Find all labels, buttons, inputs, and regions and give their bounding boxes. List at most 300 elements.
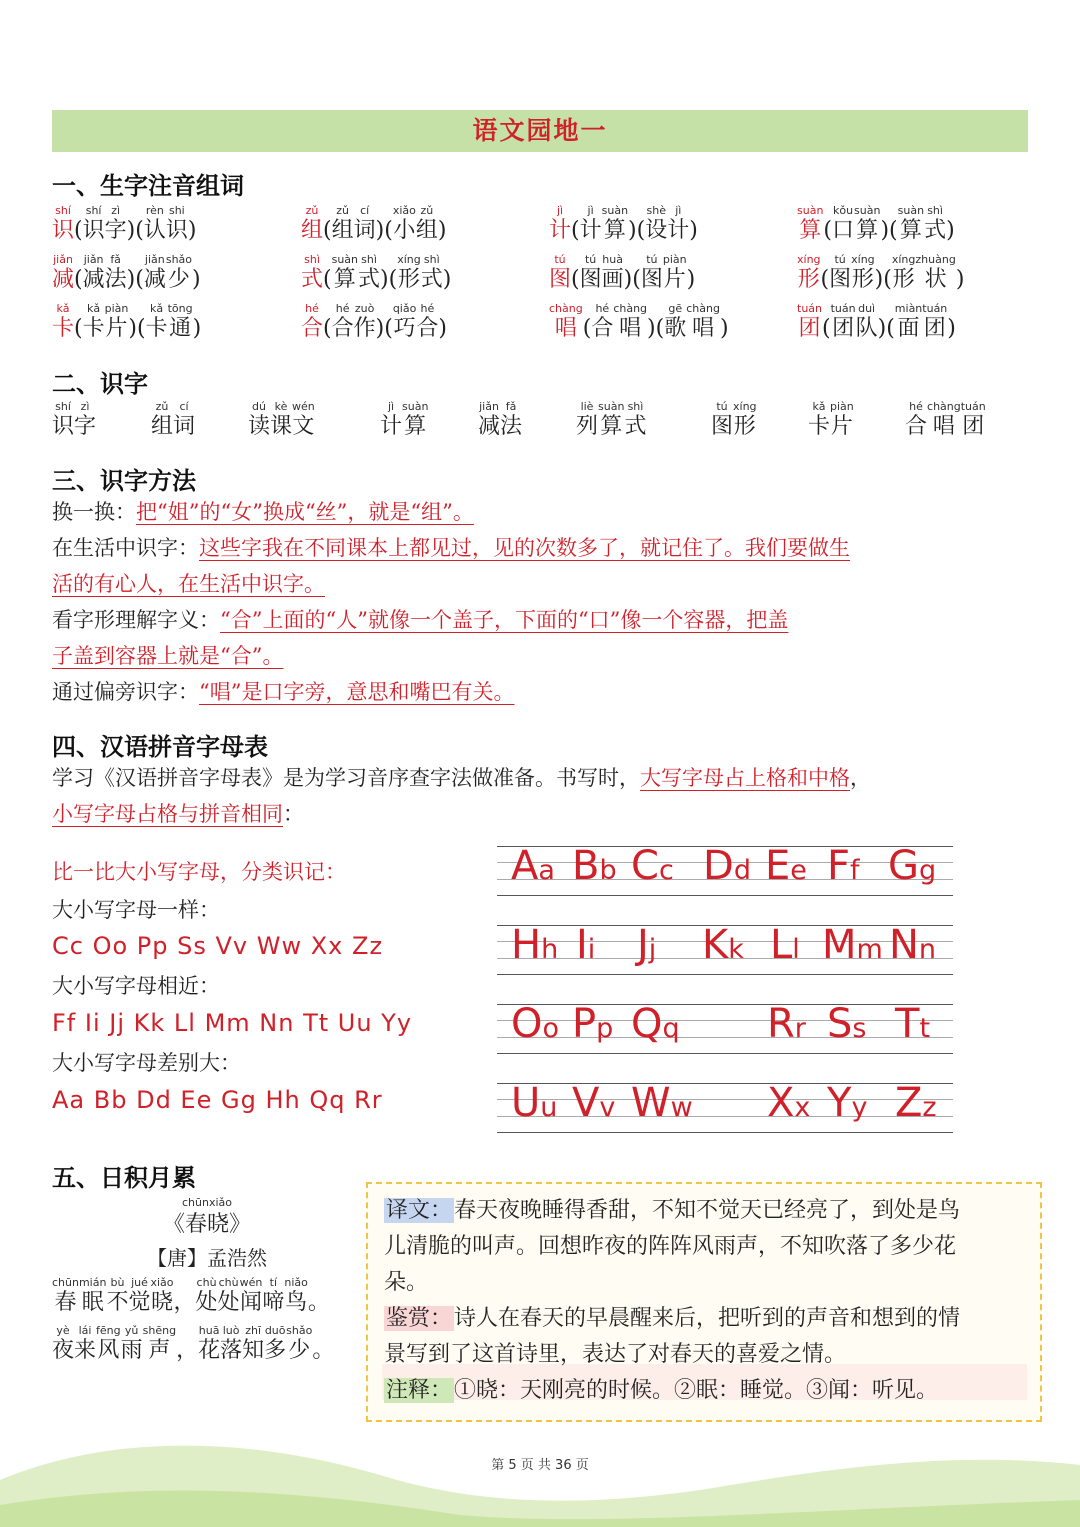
hanzi: 算 <box>799 218 822 243</box>
paren: ( <box>384 316 393 341</box>
pinyin: cí <box>360 204 370 217</box>
word-char <box>580 253 602 294</box>
hanzi: 词 <box>353 218 376 243</box>
hanzi: 片 <box>663 267 686 292</box>
hanzi: 卡 <box>145 316 168 341</box>
word-char <box>500 400 522 441</box>
translation-line: 儿清脆的叫声。回想昨夜的阵阵风雨声，不知吹落了多少花 <box>384 1234 957 1259</box>
intro-highlight: 大写字母占上格和中格 <box>640 766 850 790</box>
hanzi: 式 <box>924 218 947 243</box>
pinyin: shì <box>927 204 943 217</box>
word-char <box>667 204 689 245</box>
letter-pair <box>770 922 800 968</box>
uppercase-letter: P <box>572 1001 597 1047</box>
pinyin: tí <box>269 1276 278 1289</box>
uppercase-letter: D <box>703 843 734 889</box>
letter-pair <box>765 843 807 889</box>
letter-pair <box>572 1080 616 1126</box>
method-swap <box>52 497 474 527</box>
letter-pair <box>889 922 937 968</box>
pinyin: fēng <box>96 1324 121 1337</box>
lowercase-letter: r <box>794 1013 806 1044</box>
paren: ) <box>623 267 633 292</box>
vocab-entry <box>797 302 956 343</box>
hanzi: 少 <box>288 1338 311 1363</box>
lowercase-letter: u <box>540 1092 558 1123</box>
poem-char <box>196 1276 218 1317</box>
poem-line <box>52 1276 330 1317</box>
method-radical <box>52 677 514 707</box>
pinyin: hé <box>909 400 923 413</box>
pinyin: miàn <box>894 302 923 315</box>
pinyin: wén <box>239 1276 263 1289</box>
word-char <box>332 253 358 294</box>
uppercase-letter: J <box>637 922 649 968</box>
uppercase-letter: S <box>827 1001 853 1047</box>
lowercase-letter: p <box>596 1013 614 1044</box>
target-char <box>797 204 823 245</box>
hanzi: 觉 <box>128 1290 151 1315</box>
hanzi: 少 <box>167 267 190 292</box>
hanzi: 来 <box>74 1338 97 1363</box>
poem-title: 《春晓》 <box>162 1212 251 1237</box>
guide-line <box>497 1037 953 1038</box>
pinyin: suàn <box>897 204 925 217</box>
hanzi: 读 <box>248 414 271 439</box>
letter-pair <box>511 1080 558 1126</box>
lowercase-letter: c <box>658 855 674 886</box>
paren: ( <box>883 267 892 292</box>
pinyin: huā <box>198 1324 220 1337</box>
poem-char <box>312 1324 334 1365</box>
method-text: “唱”是口字旁，意思和嘴巴有关。 <box>199 680 515 704</box>
target-char <box>52 204 74 245</box>
translation-line: 朵。 <box>384 1270 429 1295</box>
paren: ( <box>384 218 393 243</box>
hanzi: 图 <box>829 267 852 292</box>
paren: ( <box>582 316 592 341</box>
paren: ) <box>955 267 965 292</box>
word-item <box>151 400 195 441</box>
paren: ) <box>880 218 890 243</box>
pinyin: lái <box>78 1324 92 1337</box>
word-char <box>830 400 854 441</box>
pinyin: piàn <box>104 302 129 315</box>
hanzi: 知 <box>242 1338 265 1363</box>
hanzi: 组 <box>331 218 354 243</box>
pinyin: zuò <box>354 302 375 315</box>
pinyin: hé <box>335 302 350 315</box>
letter-pair <box>637 922 657 968</box>
hanzi: 减 <box>478 414 501 439</box>
letter-pair <box>767 1001 806 1047</box>
pinyin: chàng <box>686 302 720 315</box>
intro-text: 学习《汉语拼音字母表》是为学习音序查字法做准备。书写时， <box>52 766 640 790</box>
guide-line <box>497 1053 953 1054</box>
hanzi: 列 <box>576 414 599 439</box>
letter-pair <box>822 922 883 968</box>
word-char <box>105 253 127 294</box>
vocab-entry <box>549 302 729 343</box>
pinyin: chàng <box>549 302 583 315</box>
word-char <box>354 204 376 245</box>
word-char <box>168 302 193 343</box>
word-item <box>576 400 646 441</box>
hanzi: 设 <box>645 218 668 243</box>
word-item <box>478 400 522 441</box>
hanzi: 算 <box>333 267 356 292</box>
word-char <box>416 204 438 245</box>
pinyin: zhī <box>245 1324 262 1337</box>
pinyin: suàn <box>402 400 429 413</box>
pinyin: shì <box>304 253 320 266</box>
pinyin: shè <box>646 204 666 217</box>
paren: ) <box>686 267 696 292</box>
hanzi: 减 <box>143 267 166 292</box>
pinyin <box>322 1324 326 1337</box>
hanzi: 面 <box>897 316 920 341</box>
hanzi: 字 <box>104 218 127 243</box>
vocab-entry <box>301 204 446 245</box>
guide-line <box>497 1020 953 1021</box>
four-line-row <box>497 1001 953 1054</box>
uppercase-letter: L <box>770 922 793 968</box>
appreciation-line <box>384 1302 960 1336</box>
uppercase-letter: H <box>511 922 542 968</box>
poem-char <box>308 1276 330 1317</box>
poem-char <box>74 1324 96 1365</box>
paren: ) <box>192 267 201 292</box>
word-char <box>854 204 880 245</box>
paren: ) <box>126 218 136 243</box>
word-char <box>808 400 830 441</box>
pinyin: kǎ <box>812 400 826 413</box>
word-char <box>332 302 354 343</box>
section-heading-2: 二、识字 <box>52 370 148 398</box>
word-char <box>248 400 270 441</box>
hanzi: 团 <box>923 316 946 341</box>
pinyin: shí <box>55 400 71 413</box>
hanzi: 识 <box>82 218 105 243</box>
pinyin: jì <box>387 400 395 413</box>
four-line-row <box>497 843 953 896</box>
hanzi: 唱 <box>619 316 642 341</box>
appreciation-line: 景写到了这首诗里，表达了对春天的喜爱之情。 <box>384 1342 847 1367</box>
hanzi: 多 <box>264 1338 287 1363</box>
pinyin: hé <box>305 302 319 315</box>
target-char <box>301 253 323 294</box>
page-number: 第 5 页 共 36 页 <box>491 1458 589 1473</box>
pinyin: cí <box>179 400 189 413</box>
word-char <box>733 400 757 441</box>
paren: ) <box>128 316 137 341</box>
close-letters: Ff Ii Jj Kk Ll Mm Nn Tt Uu Yy <box>52 1009 413 1037</box>
hanzi: 唱 <box>554 316 577 341</box>
diff-letters: Aa Bb Dd Ee Gg Hh Qq Rr <box>52 1086 383 1114</box>
hanzi: 啼 <box>262 1290 285 1315</box>
pinyin: bù <box>110 1276 125 1289</box>
hanzi: ， <box>173 1290 196 1315</box>
method-life <box>52 533 850 563</box>
translation-text: 春天夜晚睡得香甜，不知不觉天已经亮了，到处是鸟 <box>454 1198 961 1223</box>
pinyin: jiǎn <box>53 253 73 266</box>
uppercase-letter: B <box>572 843 600 889</box>
hanzi: 字 <box>74 414 97 439</box>
pinyin: xíng <box>733 400 757 413</box>
letter-pair <box>631 1001 680 1047</box>
poem-char <box>52 1276 79 1317</box>
hanzi: 算 <box>603 218 626 243</box>
method-text: 把“姐”的“女”换成“丝”，就是“组”。 <box>136 500 474 524</box>
lowercase-letter: s <box>852 1013 867 1044</box>
letter-pair <box>895 1080 937 1126</box>
pinyin: hé <box>420 302 435 315</box>
poem-char <box>128 1276 150 1317</box>
hanzi: 识 <box>165 218 188 243</box>
word-char <box>151 400 173 441</box>
lowercase-letter: k <box>728 934 744 965</box>
target-char <box>52 302 74 343</box>
paren: ) <box>187 218 197 243</box>
paren: ( <box>388 267 398 292</box>
paren: ( <box>886 316 895 341</box>
note-tag: 注释： <box>386 1378 453 1403</box>
guide-line <box>497 1004 953 1005</box>
uppercase-letter: Y <box>827 1080 852 1126</box>
pinyin: chūn <box>52 1276 79 1289</box>
paren: ( <box>135 267 144 292</box>
pinyin: chàng <box>613 302 648 315</box>
paren: ) <box>375 316 385 341</box>
hanzi: 歌 <box>664 316 687 341</box>
poem-char <box>242 1324 264 1365</box>
word-char <box>52 400 74 441</box>
word-char <box>576 400 598 441</box>
hanzi: 法 <box>104 267 127 292</box>
hanzi: 唱 <box>932 414 955 439</box>
word-char <box>397 253 421 294</box>
pinyin: suàn <box>797 204 824 217</box>
pinyin: zǔ <box>420 204 434 217</box>
uppercase-letter: G <box>888 843 919 889</box>
pinyin: yè <box>56 1324 70 1337</box>
uppercase-letter: E <box>765 843 791 889</box>
pinyin: chù <box>218 1276 239 1289</box>
word-char <box>927 400 961 441</box>
hanzi: 计 <box>579 218 602 243</box>
letter-pair <box>572 1001 614 1047</box>
paren: ) <box>874 267 884 292</box>
page-title: 语文园地一 <box>52 110 1028 152</box>
hanzi: 算 <box>600 414 623 439</box>
word-item <box>380 400 428 441</box>
paren: ( <box>632 267 641 292</box>
paren: ( <box>136 316 146 341</box>
uppercase-letter: R <box>767 1001 795 1047</box>
letter-pair <box>631 843 674 889</box>
vocab-entry <box>52 253 201 294</box>
hanzi: 唱 <box>692 316 715 341</box>
appreciation-tag: 鉴赏： <box>386 1306 453 1331</box>
hanzi: 图 <box>549 267 572 292</box>
lowercase-letter: t <box>919 1013 931 1044</box>
letter-pair <box>767 1080 811 1126</box>
pinyin: yǔ <box>124 1324 139 1337</box>
hanzi: 巧 <box>393 316 416 341</box>
lowercase-letter: e <box>790 855 807 886</box>
word-char <box>146 302 168 343</box>
pinyin <box>185 1324 189 1337</box>
word-char <box>831 302 856 343</box>
hanzi: 式 <box>358 267 381 292</box>
method-text: 这些字我在不同课本上都见过，见的次数多了，就记住了。我们要做生 <box>199 536 850 560</box>
poem-line <box>52 1324 334 1365</box>
hanzi: 计 <box>667 218 690 243</box>
hanzi: 团 <box>962 414 985 439</box>
target-char <box>549 204 571 245</box>
translation-line <box>384 1194 960 1228</box>
hanzi: 文 <box>292 414 315 439</box>
hanzi: 。 <box>307 1290 330 1315</box>
pinyin: chù <box>196 1276 217 1289</box>
paren: ( <box>655 316 665 341</box>
lowercase-letter: o <box>542 1013 560 1044</box>
paren: ( <box>636 218 646 243</box>
word-char <box>83 253 105 294</box>
word-item <box>905 400 986 441</box>
guide-line <box>497 1116 953 1117</box>
lowercase-letter: g <box>919 855 937 886</box>
target-char <box>797 253 821 294</box>
paren: ) <box>442 267 452 292</box>
diff-label: 大小写字母差别大： <box>52 1051 241 1075</box>
method-label: 换一换： <box>52 500 136 524</box>
letter-pair <box>895 1001 931 1047</box>
paren: ( <box>823 218 833 243</box>
word-char <box>641 253 663 294</box>
hanzi: 合 <box>905 414 928 439</box>
pinyin: qiǎo <box>392 302 417 315</box>
word-char <box>421 253 443 294</box>
letter-pair <box>631 1080 693 1126</box>
paren: ) <box>877 316 887 341</box>
paren: ) <box>946 218 955 243</box>
hanzi: 合 <box>331 316 354 341</box>
vocab-entry <box>549 253 695 294</box>
word-char <box>832 204 854 245</box>
guide-line <box>497 1132 953 1133</box>
same-letters: Cc Oo Pp Ss Vv Ww Xx Zz <box>52 932 384 960</box>
method-shape-cont <box>52 641 283 671</box>
pinyin: duō <box>264 1324 286 1337</box>
uppercase-letter: C <box>631 843 659 889</box>
vocab-entry <box>52 204 196 245</box>
hanzi: 式 <box>301 267 324 292</box>
hanzi: 减 <box>52 267 75 292</box>
pinyin: shēng <box>142 1324 177 1337</box>
hanzi: 形 <box>892 267 915 292</box>
hanzi: 夜 <box>52 1338 75 1363</box>
word-char <box>915 253 955 294</box>
word-char <box>83 302 105 343</box>
pinyin: tuán <box>830 302 856 315</box>
paren: ( <box>323 218 332 243</box>
letter-pair <box>511 1001 560 1047</box>
poem-char <box>218 1276 240 1317</box>
pinyin: shǎo <box>165 253 193 266</box>
word-char <box>851 253 875 294</box>
hanzi: 形 <box>733 414 756 439</box>
method-life-cont <box>52 569 325 599</box>
pinyin: suàn <box>598 400 625 413</box>
word-char <box>895 302 922 343</box>
uppercase-letter: O <box>511 1001 543 1047</box>
hanzi: 课 <box>270 414 293 439</box>
word-char <box>166 204 188 245</box>
pinyin: jiǎn <box>479 400 499 413</box>
translation-tag: 译文： <box>386 1198 453 1223</box>
hanzi: 识 <box>52 218 75 243</box>
pinyin <box>183 1276 187 1289</box>
word-char <box>105 302 129 343</box>
four-line-row <box>497 1080 953 1133</box>
hanzi: 片 <box>105 316 128 341</box>
paren: ) <box>192 316 202 341</box>
word-char <box>711 400 733 441</box>
poem-char <box>79 1276 106 1317</box>
paren: ( <box>323 316 332 341</box>
paren: ) <box>375 218 385 243</box>
paren: ( <box>571 218 580 243</box>
word-char <box>393 302 417 343</box>
paren: ) <box>689 218 698 243</box>
word-char <box>332 204 354 245</box>
word-char <box>613 302 647 343</box>
hanzi: 片 <box>830 414 853 439</box>
lowercase-letter: i <box>587 934 596 965</box>
hanzi: 春 <box>54 1290 77 1315</box>
letter-pair <box>572 843 617 889</box>
pinyin: zǔ <box>155 400 169 413</box>
word-item <box>808 400 854 441</box>
hanzi: 声 <box>148 1338 171 1363</box>
pinyin: rèn <box>145 204 164 217</box>
pinyin: chàng <box>927 400 961 413</box>
pinyin: kǎ <box>87 302 101 315</box>
pinyin: duì <box>858 302 876 315</box>
pinyin: wén <box>292 400 315 413</box>
pinyin: jiǎn <box>83 253 104 266</box>
word-char <box>292 400 315 441</box>
poem-char <box>286 1324 312 1365</box>
letter-pair <box>888 843 937 889</box>
pinyin: xíng <box>851 253 875 266</box>
uppercase-letter: U <box>511 1080 541 1126</box>
poem-char <box>52 1324 74 1365</box>
poem-char <box>143 1324 176 1365</box>
pinyin: shì <box>361 253 377 266</box>
paren: ( <box>74 218 83 243</box>
pinyin: kǎ <box>150 302 164 315</box>
four-line-row <box>497 922 953 975</box>
word-char <box>624 400 646 441</box>
word-char <box>663 253 687 294</box>
letter-pair <box>511 843 555 889</box>
vocab-entry <box>549 204 698 245</box>
hanzi: 处 <box>195 1290 218 1315</box>
vocab-entry <box>301 302 447 343</box>
hanzi: 闻 <box>239 1290 262 1315</box>
